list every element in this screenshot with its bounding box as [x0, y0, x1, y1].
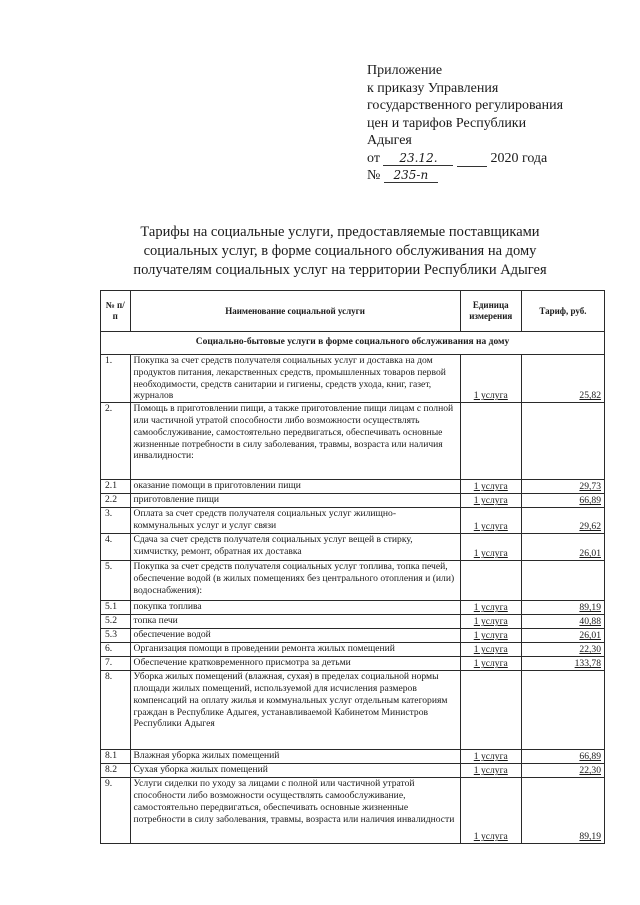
unit-of-measure: 1 услуга — [460, 601, 521, 615]
document-title — [100, 223, 580, 280]
appendix-line: цен и тарифов Республики — [367, 115, 527, 131]
appendix-line: Приложение — [367, 63, 443, 78]
unit-of-measure: 1 услуга — [460, 480, 521, 494]
table-row — [101, 629, 605, 643]
date-underline — [457, 152, 487, 167]
row-number: 5. — [101, 561, 131, 601]
service-name: Организация помощи в проведении ремонта жилых помещений — [130, 643, 460, 657]
service-name: Влажная уборка жилых помещений — [130, 750, 460, 764]
row-number: 6. — [101, 643, 131, 657]
appendix-line: государственного регулирования — [367, 98, 564, 113]
row-number: 2.2 — [101, 494, 131, 508]
tariffs-table — [100, 290, 605, 844]
row-number: 2.1 — [101, 480, 131, 494]
service-name: Сухая уборка жилых помещений — [130, 764, 460, 778]
tariff-price: 66,89 — [521, 494, 604, 508]
unit-of-measure: 1 услуга — [460, 629, 521, 643]
service-name: Помощь в приготовлении пищи, а также приготовление пищи лицам с полной или частичной утратой способности либо возможности осуществлять самообслуживание, самостоятельно передвигаться, обеспечивать основные жизненные потребности в силу заболевания, травмы, возраста или наличия инвалидности: — [130, 403, 460, 480]
unit-of-measure — [460, 671, 521, 750]
row-number: 8.1 — [101, 750, 131, 764]
unit-of-measure: 1 услуга — [460, 494, 521, 508]
row-number: 4. — [101, 534, 131, 561]
tariff-price — [521, 561, 604, 601]
service-name: покупка топлива — [130, 601, 460, 615]
tariff-price: 22,30 — [521, 764, 604, 778]
tariff-price: 89,19 — [521, 778, 604, 844]
unit-of-measure: 1 услуга — [460, 657, 521, 671]
tariff-price: 40,88 — [521, 615, 604, 629]
table-row — [101, 508, 605, 534]
row-number: 8.2 — [101, 764, 131, 778]
service-name: Уборка жилых помещений (влажная, сухая) в пределах социальной нормы площади жилых помещений, используемой для исчисления размеров компенсаций на оплату жилья и коммунальных услуг отдельным категориям граждан в Республике Адыгея, устанавливаемой Кабинетом Министров Республики Адыгея — [130, 671, 460, 750]
row-number: 5.1 — [101, 601, 131, 615]
row-number: 8. — [101, 671, 131, 750]
unit-of-measure: 1 услуга — [460, 615, 521, 629]
unit-of-measure: 1 услуга — [460, 534, 521, 561]
service-name: Обеспечение кратковременного присмотра за детьми — [130, 657, 460, 671]
service-name: Услуги сиделки по уходу за лицами с полной или частичной утратой способности либо возможности осуществлять самообслуживание, самостоятельно передвигаться, обеспечивать основные жизненные потребности в силу заболевания, травмы, возраста или наличия инвалидности — [130, 778, 460, 844]
date-suffix: 2020 года — [490, 150, 548, 166]
number-prefix: № — [367, 168, 381, 183]
table-row — [101, 643, 605, 657]
order-number-line — [367, 167, 627, 185]
handwritten-date: 23.12. — [383, 151, 453, 166]
service-name: Покупка за счет средств получателя социальных услуг и доставка на дом продуктов питания, лекарственных средств, промышленных товаров первой необходимости, средств санитарии и гигиены, средств ухода, книг, газет, журналов — [130, 355, 460, 403]
unit-of-measure — [460, 403, 521, 480]
table-row — [101, 615, 605, 629]
unit-of-measure — [460, 561, 521, 601]
title-line: социальных услуг, в форме социального обслуживания на дому — [143, 243, 537, 259]
appendix-line: к приказу Управления — [367, 80, 499, 96]
table-header-row — [101, 291, 605, 332]
unit-of-measure: 1 услуга — [460, 643, 521, 657]
unit-of-measure: 1 услуга — [460, 508, 521, 534]
table-row — [101, 657, 605, 671]
unit-of-measure: 1 услуга — [460, 778, 521, 844]
tariff-price — [521, 403, 604, 480]
appendix-line: Адыгея — [367, 133, 412, 148]
tariff-price: 22,30 — [521, 643, 604, 657]
tariff-price: 26,01 — [521, 534, 604, 561]
tariff-price: 89,19 — [521, 601, 604, 615]
header-price: Тариф, руб. — [521, 291, 604, 332]
title-line: получателям социальных услуг на территории Республики Адыгея — [133, 262, 547, 278]
handwritten-number: 235-п — [384, 168, 438, 183]
unit-of-measure: 1 услуга — [460, 750, 521, 764]
title-line: Тарифы на социальные услуги, предоставляемые поставщиками — [140, 224, 540, 240]
table-row — [101, 494, 605, 508]
service-name: Оплата за счет средств получателя социальных услуг жилищно-коммунальных услуг и услуг связи — [130, 508, 460, 534]
tariff-price: 26,01 — [521, 629, 604, 643]
table-row — [101, 601, 605, 615]
table-row — [101, 480, 605, 494]
tariff-price: 66,89 — [521, 750, 604, 764]
table-row — [101, 534, 605, 561]
service-name: обеспечение водой — [130, 629, 460, 643]
section-row — [101, 332, 605, 355]
row-number: 5.3 — [101, 629, 131, 643]
service-name: приготовление пищи — [130, 494, 460, 508]
header-num: № п/п — [101, 291, 131, 332]
order-date-line — [367, 150, 627, 168]
row-number: 1. — [101, 355, 131, 403]
tariff-price — [521, 671, 604, 750]
service-name: Покупка за счет средств получателя социальных услуг топлива, топка печей, обеспечение водой (в жилых помещениях без центрального отопления и (или) водоснабжения): — [130, 561, 460, 601]
table-row — [101, 671, 605, 750]
row-number: 2. — [101, 403, 131, 480]
row-number: 5.2 — [101, 615, 131, 629]
row-number: 3. — [101, 508, 131, 534]
service-name: топка печи — [130, 615, 460, 629]
service-name: Сдача за счет средств получателя социальных услуг вещей в стирку, химчистку, ремонт, обратная их доставка — [130, 534, 460, 561]
appendix-block — [367, 62, 627, 185]
section-title: Социально-бытовые услуги в форме социального обслуживания на дому — [101, 332, 605, 355]
tariff-price: 29,62 — [521, 508, 604, 534]
unit-of-measure: 1 услуга — [460, 355, 521, 403]
header-name: Наименование социальной услуги — [130, 291, 460, 332]
table-row — [101, 403, 605, 480]
table-row — [101, 750, 605, 764]
tariff-price: 25,82 — [521, 355, 604, 403]
service-name: оказание помощи в приготовлении пищи — [130, 480, 460, 494]
table-row — [101, 561, 605, 601]
date-prefix: от — [367, 150, 380, 166]
unit-of-measure: 1 услуга — [460, 764, 521, 778]
table-row — [101, 355, 605, 403]
table-row — [101, 778, 605, 844]
header-unit: Единица измерения — [460, 291, 521, 332]
tariff-price: 133,78 — [521, 657, 604, 671]
row-number: 9. — [101, 778, 131, 844]
table-row — [101, 764, 605, 778]
tariff-price: 29,73 — [521, 480, 604, 494]
row-number: 7. — [101, 657, 131, 671]
